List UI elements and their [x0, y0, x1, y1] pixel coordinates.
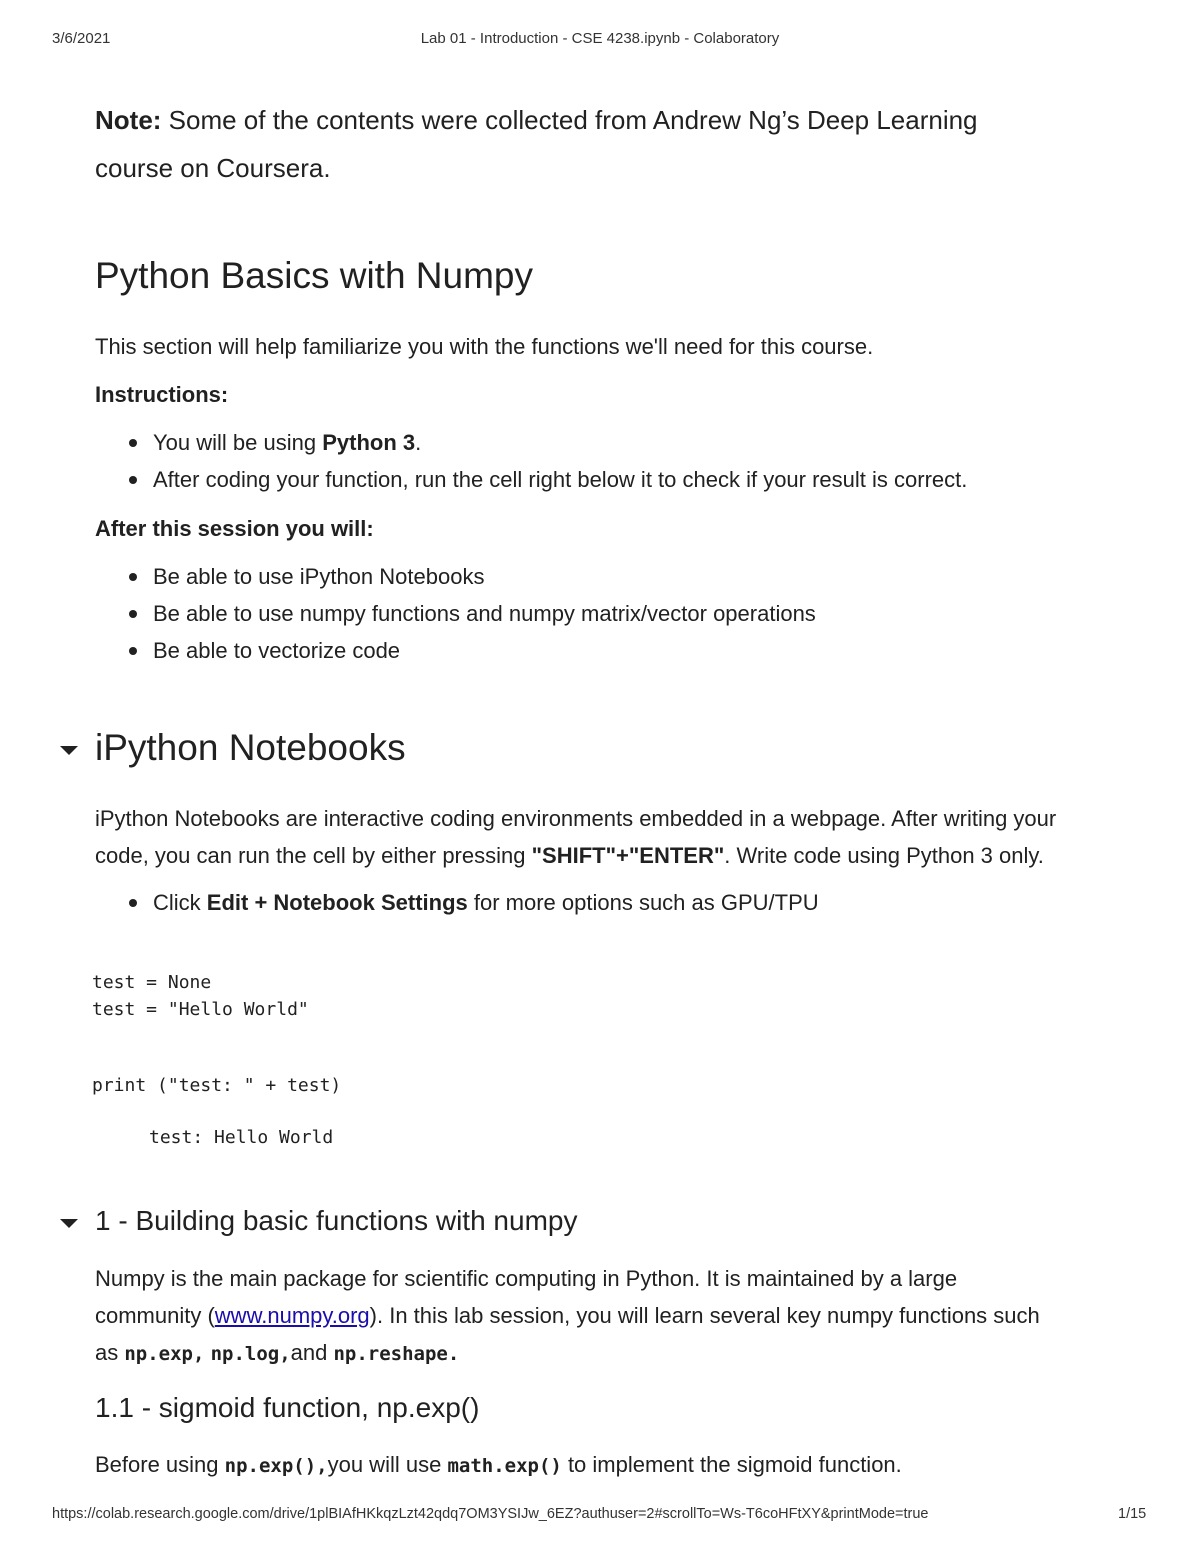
section-title-sigmoid: 1.1 - sigmoid function, np.exp(): [95, 1392, 480, 1423]
numpy-paragraph: [95, 1260, 1040, 1373]
numpy-line2-post: ). In this lab session, you will learn several key numpy functions such: [369, 1303, 1040, 1328]
settings-bold: Edit + Notebook Settings: [206, 890, 468, 915]
sigmoid-paragraph: [95, 1446, 902, 1485]
code-line: test = None: [92, 972, 212, 993]
ipython-paragraph: [95, 800, 1056, 874]
intro-text: This section will help familiarize you with the functions we'll need for this course.: [95, 334, 874, 359]
note-line2: course on Coursera.: [95, 153, 331, 183]
code-cell-source-2[interactable]: [92, 1072, 341, 1099]
ipython-line2: code, you can run the cell by either pressing: [95, 843, 532, 868]
sigmoid-pre: Before using: [95, 1452, 225, 1477]
instr1-post: .: [415, 430, 422, 455]
as-text: as: [95, 1340, 125, 1365]
after-session-label: After this session you will:: [95, 516, 374, 541]
note-label: Note:: [95, 105, 162, 135]
sigmoid-mid: you will use: [327, 1452, 448, 1477]
instructions-label: Instructions:: [95, 382, 229, 407]
ipython-line1: iPython Notebooks are interactive coding environments embedded in a webpage. After writing your: [95, 806, 1057, 831]
instr1-bold: Python 3: [322, 430, 416, 455]
section-title-ipython: iPython Notebooks: [95, 727, 406, 768]
list-item: Be able to use iPython Notebooks: [95, 558, 816, 595]
ipython-line2-post: . Write code using Python 3 only.: [724, 843, 1044, 868]
code-math-exp: math.exp(): [447, 1455, 562, 1477]
print-date: 3/6/2021: [52, 30, 111, 47]
fn-log: np.log,: [210, 1343, 291, 1365]
section-title-numpy: 1 - Building basic functions with numpy: [95, 1205, 578, 1236]
note-line1: Some of the contents were collected from Andrew Ng’s Deep Learning: [161, 105, 978, 135]
instructions-list: [0, 424, 967, 498]
collapse-caret-icon[interactable]: [60, 1219, 78, 1228]
code-line: test = "Hello World": [92, 999, 309, 1020]
code-np-exp: np.exp(),: [224, 1455, 328, 1477]
list-item: After coding your function, run the cell right below it to check if your result is correct.: [95, 461, 967, 498]
code-cell-source[interactable]: [92, 969, 309, 1023]
numpy-link[interactable]: www.numpy.org: [214, 1303, 370, 1328]
and-text: and: [290, 1340, 334, 1365]
shift-enter-bold: "SHIFT"+"ENTER": [531, 843, 725, 868]
print-url: https://colab.research.google.com/drive/1plBIAfHKkqzLzt42qdq7OM3YSIJw_6EZ?authuser=2#scrollTo=Ws-T6coHFtXY&printMode=true: [52, 1506, 929, 1522]
instr1-text: You will be using: [153, 430, 323, 455]
sigmoid-post: to implement the sigmoid function.: [561, 1452, 902, 1477]
ipython-list: [0, 884, 819, 921]
list-item: [95, 424, 967, 461]
collapse-caret-icon[interactable]: [60, 746, 78, 755]
list-item: [95, 884, 819, 921]
click-text: Click: [153, 890, 207, 915]
print-page-number: 1/15: [1118, 1506, 1147, 1522]
note-paragraph: [95, 96, 978, 192]
code-cell-output: test: Hello World: [149, 1127, 334, 1148]
numpy-line1: Numpy is the main package for scientific computing in Python. It is maintained by a large: [95, 1266, 958, 1291]
section-title-python-basics: Python Basics with Numpy: [95, 255, 534, 296]
settings-post: for more options such as GPU/TPU: [467, 890, 819, 915]
after-session-list: [0, 558, 816, 669]
code-line: print ("test: " + test): [92, 1075, 342, 1096]
list-item: Be able to vectorize code: [95, 632, 816, 669]
fn-reshape: np.reshape.: [333, 1343, 460, 1365]
list-item: Be able to use numpy functions and numpy matrix/vector operations: [95, 595, 816, 632]
fn-exp: np.exp,: [124, 1343, 205, 1365]
numpy-line2: community (: [95, 1303, 215, 1328]
print-title: Lab 01 - Introduction - CSE 4238.ipynb - Colaboratory: [420, 30, 780, 47]
